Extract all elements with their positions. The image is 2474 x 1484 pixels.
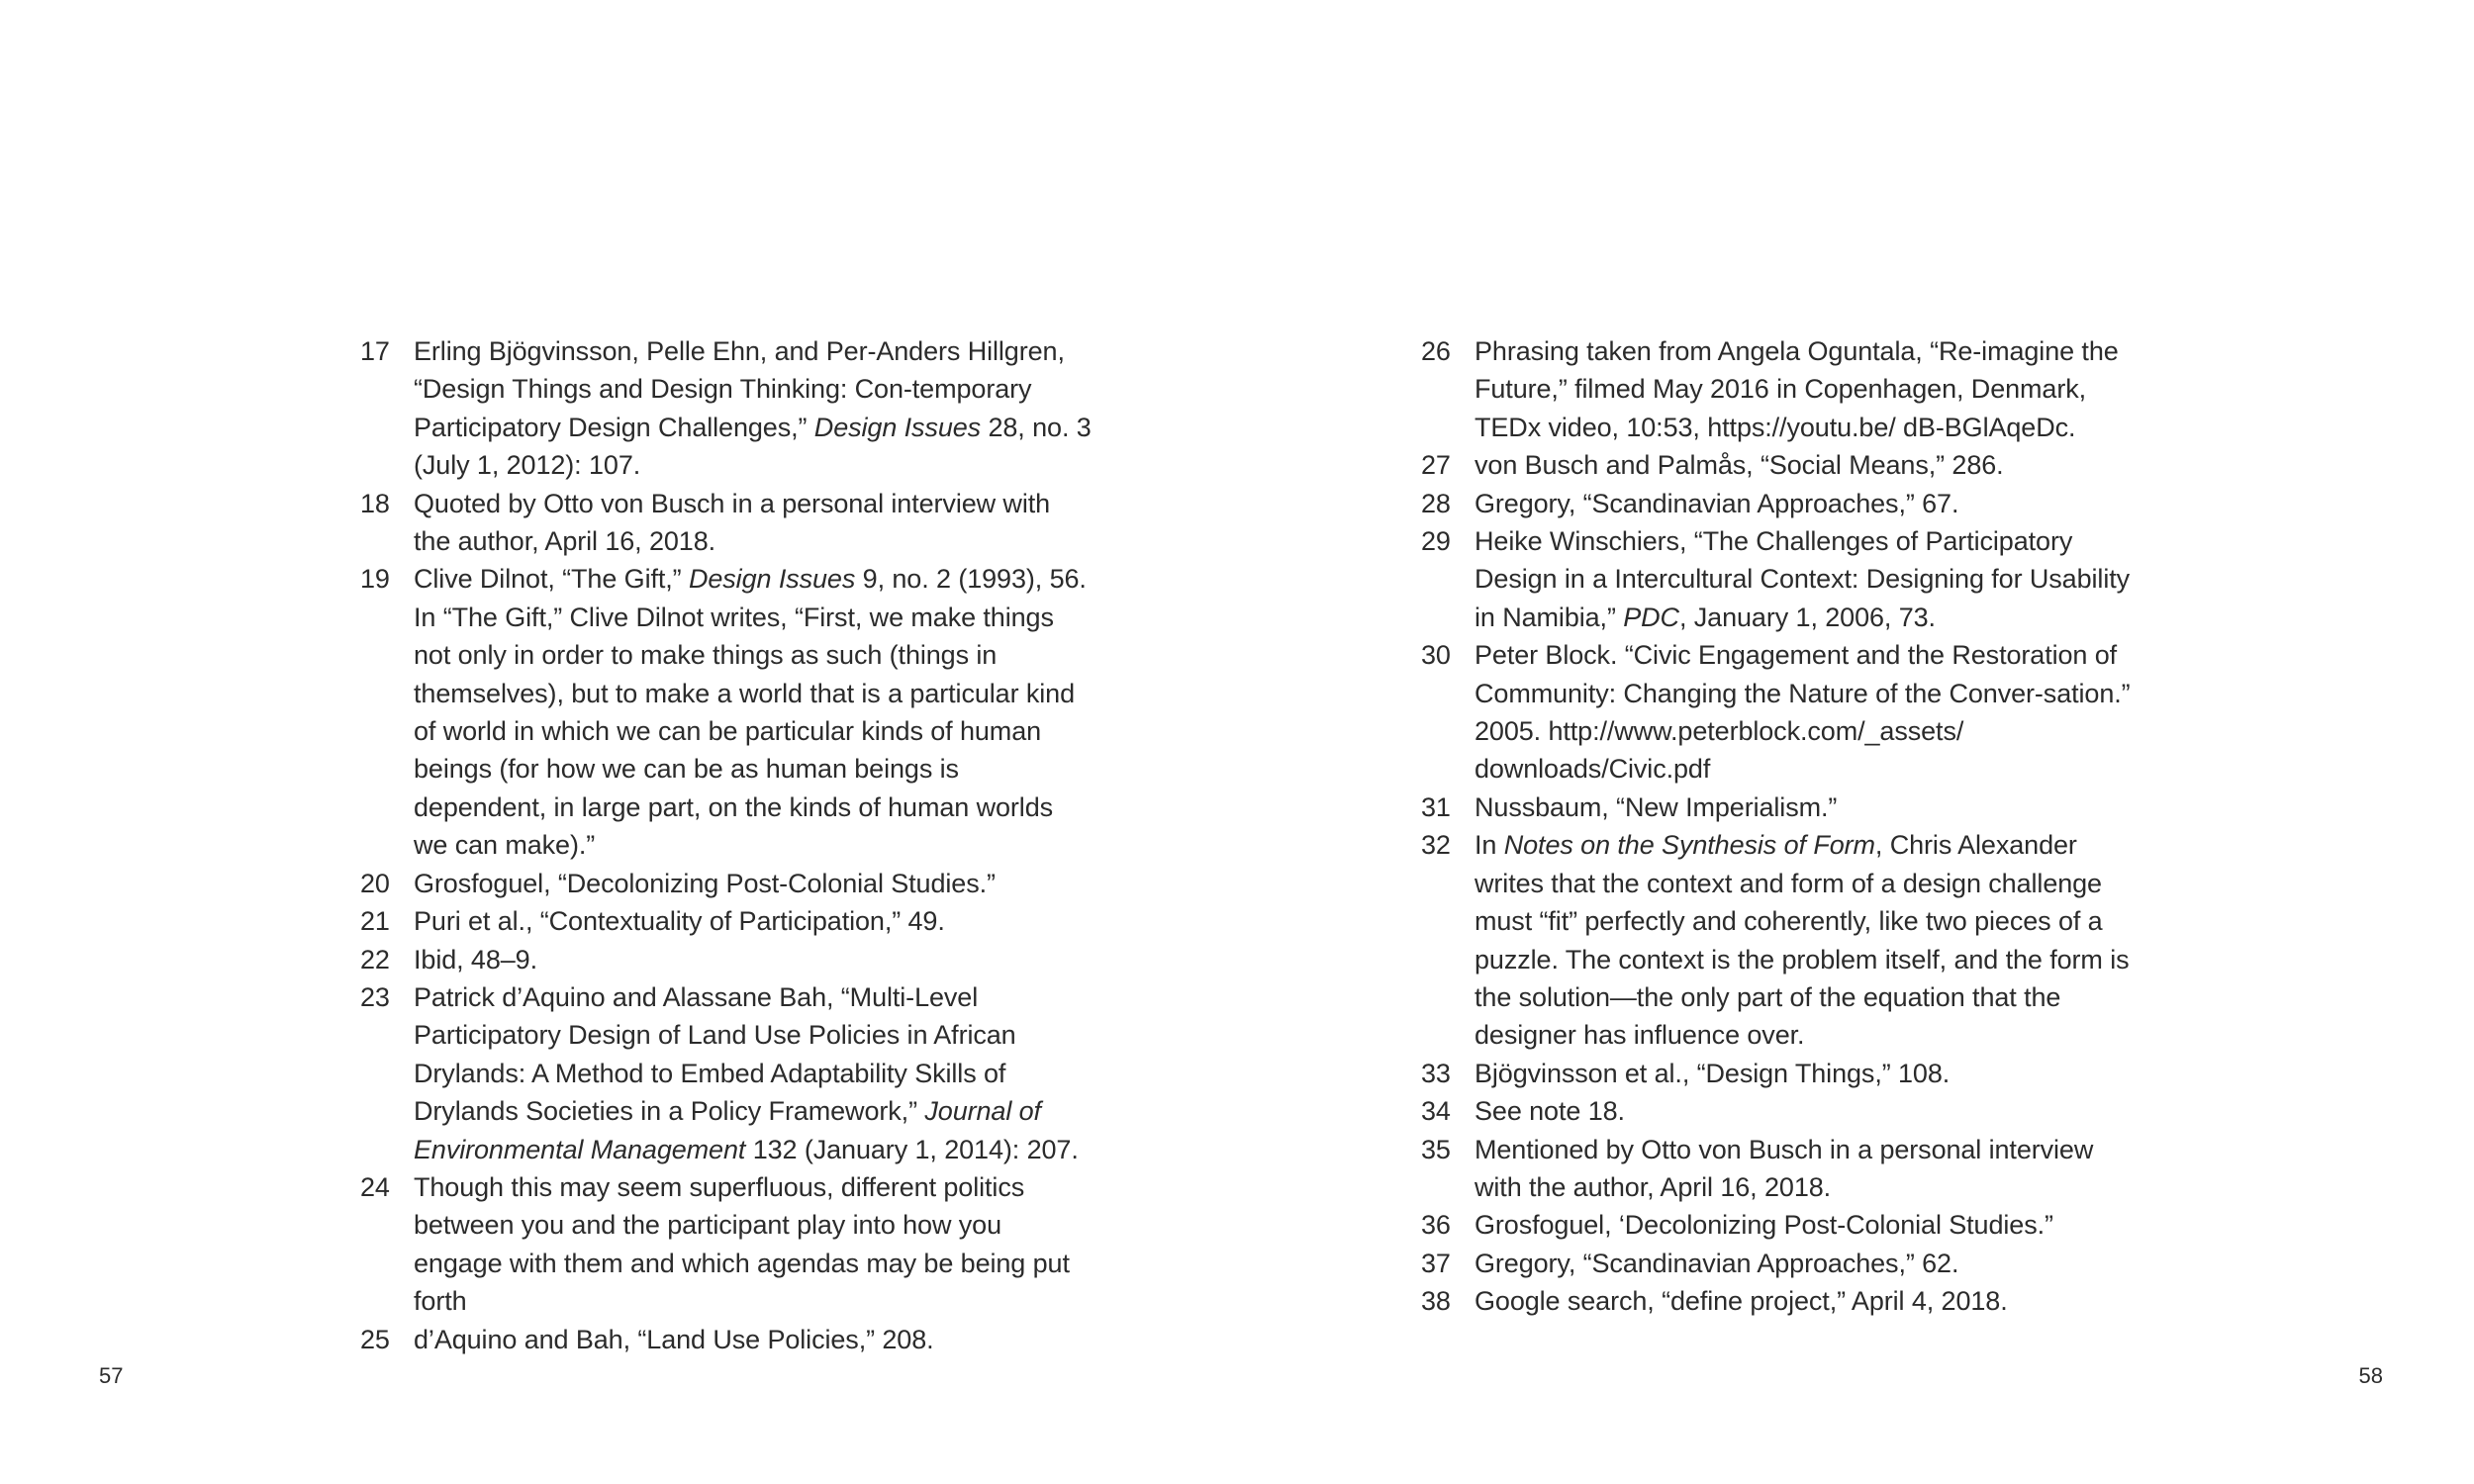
endnote-text-segment: Clive Dilnot, “The Gift,”	[414, 564, 689, 595]
endnote-text-segment: , January 1, 2006, 73.	[1678, 602, 1936, 632]
endnote-text-segment: Ibid, 48–9.	[414, 944, 538, 974]
endnote-text-segment: von Busch and Palmås, “Social Means,” 286.	[1475, 450, 2004, 481]
endnote-item	[1421, 332, 2134, 446]
endnote-italic-title: Journal of Environmental Management	[414, 1096, 1041, 1164]
endnote-text-segment: 132 (January 1, 2014): 207.	[745, 1134, 1079, 1164]
endnote-number: 25	[360, 1324, 390, 1354]
endnote-text	[1475, 636, 2134, 788]
page-number-right: 58	[2358, 1363, 2383, 1388]
endnote-number: 19	[360, 564, 390, 595]
endnote-text-segment: Gregory, “Scandinavian Approaches,” 67.	[1475, 488, 1959, 518]
endnote-text	[414, 978, 1093, 1168]
endnote-number: 29	[1421, 526, 1451, 557]
endnote-text	[414, 1321, 1093, 1358]
endnote-text	[414, 332, 1093, 485]
endnote-item	[360, 902, 1093, 940]
endnote-text	[414, 560, 1093, 864]
endnote-item	[1421, 1245, 2134, 1282]
endnote-number: 24	[360, 1171, 390, 1202]
endnote-italic-title: Notes on the Synthesis of Form	[1503, 830, 1875, 861]
endnotes-left-page	[360, 332, 1093, 1358]
endnote-item	[360, 560, 1093, 864]
endnote-number: 20	[360, 868, 390, 898]
endnote-number: 18	[360, 488, 390, 518]
page-number-left: 57	[99, 1363, 124, 1388]
endnote-text-segment: See note 18.	[1475, 1096, 1625, 1127]
endnote-item	[360, 1168, 1093, 1321]
endnote-item	[1421, 826, 2134, 1054]
endnote-item	[1421, 1282, 2134, 1320]
endnote-number: 26	[1421, 336, 1451, 366]
endnote-number: 31	[1421, 791, 1451, 822]
endnote-item	[1421, 522, 2134, 636]
endnote-text	[414, 485, 1093, 561]
endnote-item	[1421, 485, 2134, 522]
endnote-text-segment: Grosfoguel, “Decolonizing Post-Colonial Studies.”	[414, 868, 996, 898]
endnote-text-segment: Phrasing taken from Angela Oguntala, “Re-imagine the Future,” filmed May 2016 in Copenhagen, Denmark, TEDx video, 10:53, https://youtu.be/ dB-BGlAqeDc.	[1475, 336, 2119, 442]
endnote-item	[360, 332, 1093, 485]
endnote-text-segment: Erling Bjögvinsson, Pelle Ehn, and Per-Anders Hillgren, “Design Things and Design Thinking: Con-temporary Participatory Design Challenges,”	[414, 336, 1065, 442]
endnote-number: 33	[1421, 1058, 1451, 1088]
endnote-text-segment: Puri et al., “Contextuality of Participation,” 49.	[414, 906, 945, 937]
endnote-text-segment: Heike Winschiers, “The Challenges of Participatory Design in a Intercultural Context: Designing for Usability in Namibia,”	[1475, 526, 2131, 632]
endnote-item	[360, 941, 1093, 978]
endnote-text	[1475, 485, 2134, 522]
endnote-text-segment: Nussbaum, “New Imperialism.”	[1475, 791, 1838, 822]
endnote-item	[360, 485, 1093, 561]
endnote-text-segment: In	[1475, 830, 1504, 861]
endnote-text	[1475, 1282, 2134, 1320]
endnote-number: 32	[1421, 830, 1451, 861]
endnote-number: 28	[1421, 488, 1451, 518]
endnote-number: 23	[360, 981, 390, 1012]
endnote-text	[1475, 826, 2134, 1054]
endnote-text-segment: Peter Block. “Civic Engagement and the Restoration of Community: Changing the Nature of the Conver-sation.” 2005. http://www.peterblock.com/_assets/ downloads/Civic.pdf	[1475, 640, 2131, 785]
endnote-item	[1421, 788, 2134, 826]
endnotes-right-page	[1421, 332, 2134, 1321]
endnote-text	[1475, 788, 2134, 826]
endnote-number: 38	[1421, 1286, 1451, 1317]
endnote-item	[1421, 1206, 2134, 1244]
endnote-item	[1421, 1055, 2134, 1092]
endnote-text	[1475, 1131, 2134, 1207]
endnote-item	[360, 1321, 1093, 1358]
endnote-text-segment: Mentioned by Otto von Busch in a personal interview with the author, April 16, 2018.	[1475, 1134, 2094, 1202]
endnote-text-segment: 9, no. 2 (1993), 56. In “The Gift,” Clive Dilnot writes, “First, we make things not only in order to make things as such (things in themselves), but to make a world that is a particular kind of world in which we can be particular kinds of human beings (for how we can be as human beings is dependent, in large part, on the kinds of human worlds we can make).”	[414, 564, 1087, 861]
endnote-italic-title: Design Issues	[688, 564, 856, 595]
endnote-number: 35	[1421, 1134, 1451, 1164]
endnote-text	[1475, 1206, 2134, 1244]
endnote-text-segment: , Chris Alexander writes that the context and form of a design challenge must “fit” perfectly and coherently, like two pieces of a puzzle. The context is the problem itself, and the form is the solution—the only part of the equation that the designer has influence over.	[1475, 830, 2130, 1051]
endnote-text-segment: d’Aquino and Bah, “Land Use Policies,” 208.	[414, 1324, 934, 1354]
endnote-text	[414, 1168, 1093, 1321]
endnote-text	[414, 865, 1093, 902]
endnote-text-segment: Though this may seem superfluous, different politics between you and the participant play into how you engage with them and which agendas may be being put forth	[414, 1171, 1070, 1317]
endnote-italic-title: PDC	[1623, 602, 1679, 632]
endnote-text-segment: 28, no. 3 (July 1, 2012): 107.	[414, 412, 1092, 481]
endnote-text	[1475, 522, 2134, 636]
endnote-item	[360, 978, 1093, 1168]
endnote-number: 34	[1421, 1096, 1451, 1127]
endnote-text	[1475, 446, 2134, 484]
endnote-number: 22	[360, 944, 390, 974]
endnote-text	[1475, 1092, 2134, 1130]
endnote-text	[414, 941, 1093, 978]
endnote-number: 37	[1421, 1248, 1451, 1278]
endnote-item	[1421, 1131, 2134, 1207]
endnote-item	[1421, 1092, 2134, 1130]
endnote-text-segment: Patrick d’Aquino and Alassane Bah, “Multi-Level Participatory Design of Land Use Policies in African Drylands: A Method to Embed Adaptability Skills of Drylands Societies in a Policy Framework,”	[414, 981, 1016, 1127]
endnote-text-segment: Gregory, “Scandinavian Approaches,” 62.	[1475, 1248, 1959, 1278]
endnote-number: 21	[360, 906, 390, 937]
endnote-number: 36	[1421, 1210, 1451, 1241]
endnote-number: 17	[360, 336, 390, 366]
endnote-text-segment: Grosfoguel, ‘Decolonizing Post-Colonial Studies.”	[1475, 1210, 2053, 1241]
endnote-text	[414, 902, 1093, 940]
endnote-italic-title: Design Issues	[813, 412, 982, 442]
endnote-text-segment: Google search, “define project,” April 4, 2018.	[1475, 1286, 2008, 1317]
endnote-text	[1475, 1245, 2134, 1282]
endnote-text	[1475, 332, 2134, 446]
endnote-number: 30	[1421, 640, 1451, 671]
endnote-text-segment: Bjögvinsson et al., “Design Things,” 108.	[1475, 1058, 1951, 1088]
endnote-text	[1475, 1055, 2134, 1092]
endnote-item	[1421, 636, 2134, 788]
endnote-text-segment: Quoted by Otto von Busch in a personal interview with the author, April 16, 2018.	[414, 488, 1051, 557]
endnote-item	[360, 865, 1093, 902]
endnote-number: 27	[1421, 450, 1451, 481]
endnote-item	[1421, 446, 2134, 484]
